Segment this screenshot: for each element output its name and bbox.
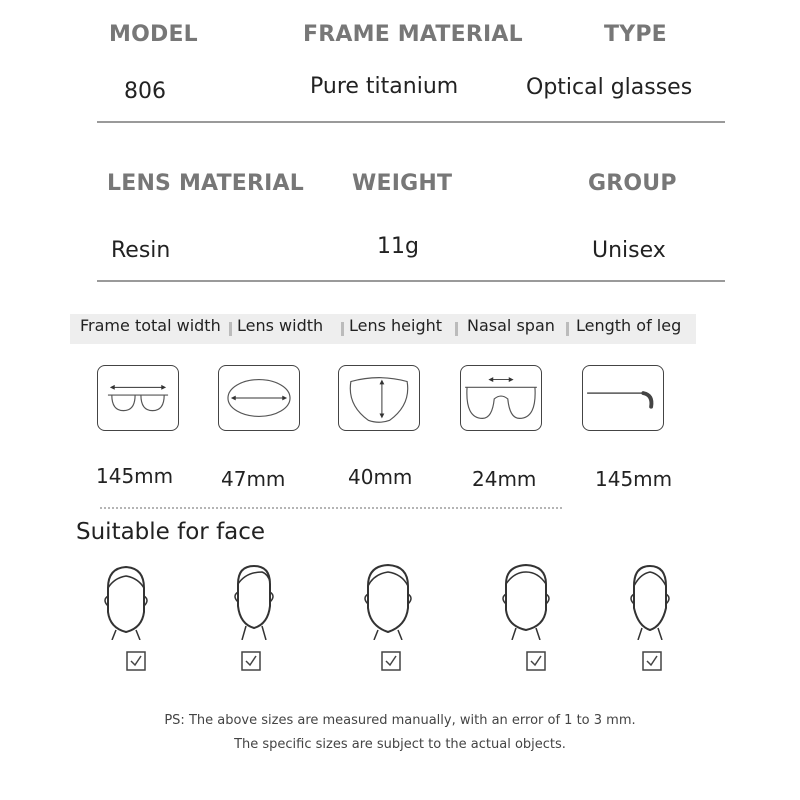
leg-length-icon	[582, 365, 664, 431]
label-separator	[566, 322, 569, 336]
group-header: GROUP	[588, 171, 677, 196]
face-suitable-checkbox[interactable]	[126, 651, 146, 671]
label-separator	[341, 322, 344, 336]
face-suitable-checkbox[interactable]	[241, 651, 261, 671]
measurement-note-line2: The specific sizes are subject to the actual objects.	[234, 737, 566, 752]
nasal-span-value: 24mm	[472, 467, 537, 491]
model-header: MODEL	[109, 22, 198, 47]
lens-height-value: 40mm	[348, 465, 413, 489]
divider-rule	[97, 280, 725, 282]
group-value: Unisex	[592, 238, 666, 263]
face-suitable-checkbox[interactable]	[381, 651, 401, 671]
lens-width-label: Lens width	[237, 316, 324, 335]
frame-total-width-value: 145mm	[96, 464, 174, 488]
face-suitable-checkbox[interactable]	[642, 651, 662, 671]
face-suitable-checkbox[interactable]	[526, 651, 546, 671]
face-outline-icon	[618, 560, 682, 640]
length-of-leg-value: 145mm	[595, 467, 673, 491]
label-separator	[229, 322, 232, 336]
frame-material-header: FRAME MATERIAL	[303, 22, 523, 47]
face-section-title: Suitable for face	[76, 519, 266, 545]
frame-total-width-label: Frame total width	[80, 316, 221, 335]
length-of-leg-label: Length of leg	[576, 316, 682, 335]
lens-height-icon	[338, 365, 420, 431]
measurement-note-line1: PS: The above sizes are measured manually, with an error of 1 to 3 mm.	[164, 713, 636, 728]
type-header: TYPE	[604, 22, 667, 47]
face-outline-icon	[494, 560, 558, 640]
divider-rule	[97, 121, 725, 123]
nasal-span-label: Nasal span	[467, 316, 555, 335]
lens-width-value: 47mm	[221, 467, 286, 491]
lens-material-value: Resin	[111, 238, 171, 263]
lens-height-label: Lens height	[349, 316, 443, 335]
label-separator	[455, 322, 458, 336]
frame-material-value: Pure titanium	[310, 74, 459, 99]
frame-width-icon	[97, 365, 179, 431]
weight-header: WEIGHT	[352, 171, 453, 196]
lens-material-header: LENS MATERIAL	[107, 171, 304, 196]
weight-value: 11g	[377, 234, 419, 259]
dotted-divider	[100, 507, 562, 509]
face-outline-icon	[356, 560, 420, 640]
face-outline-icon	[222, 560, 286, 640]
nasal-span-icon	[460, 365, 542, 431]
face-outline-icon	[94, 560, 158, 640]
lens-width-icon	[218, 365, 300, 431]
type-value: Optical glasses	[526, 75, 693, 100]
model-value: 806	[124, 79, 166, 104]
